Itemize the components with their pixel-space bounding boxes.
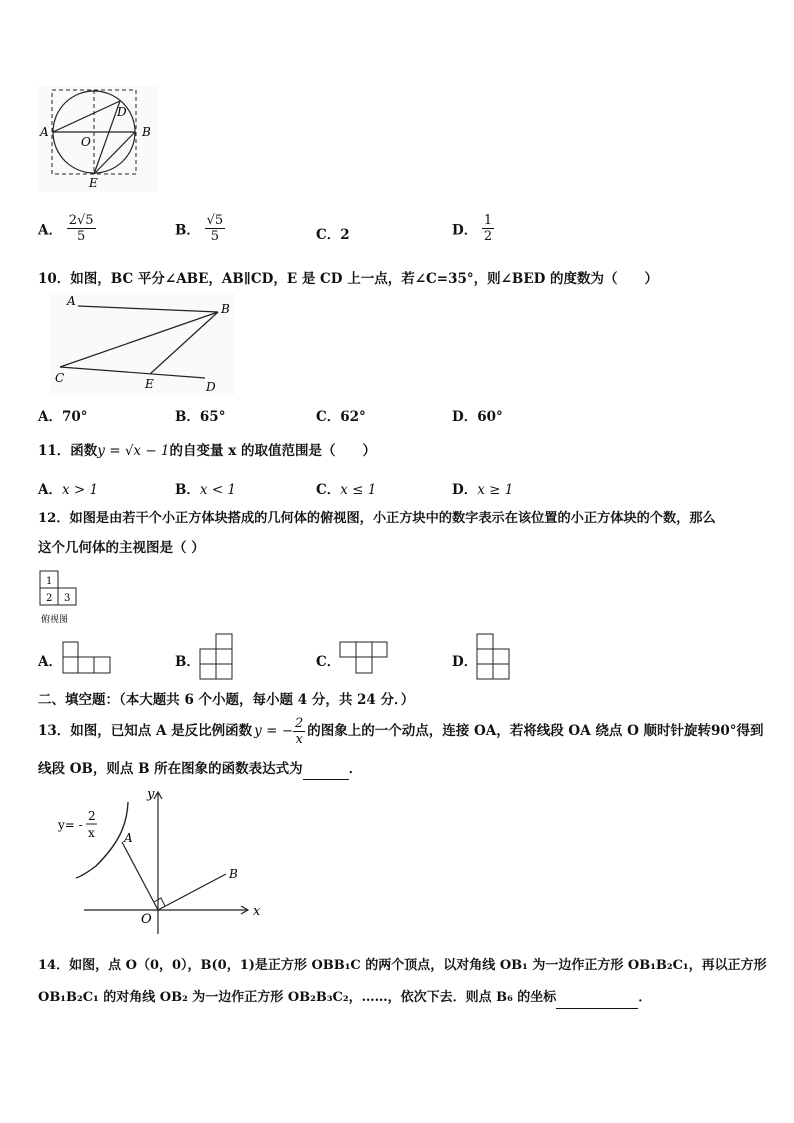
q9-figure — [38, 86, 158, 192]
q11-option-b: B．x < 1 — [175, 482, 237, 498]
q9-label-b: B — [142, 125, 151, 139]
q12-option-a-figure — [62, 641, 112, 675]
q13-label-a: A — [124, 831, 133, 845]
q10-label-b: B — [221, 302, 230, 316]
q12-option-b-figure — [199, 633, 235, 681]
q9-label-e: E — [89, 176, 98, 190]
q11-option-d: D．x ≥ 1 — [452, 482, 514, 498]
q12-question-line2: 这个几何体的主视图是（ ） — [38, 540, 205, 556]
q12-cell-3: 3 — [64, 593, 71, 604]
q9-label-d: D — [117, 105, 127, 119]
q9-label-o: O — [81, 135, 91, 149]
q12-option-d-figure — [476, 633, 512, 681]
q11-option-c: C．x ≤ 1 — [316, 482, 377, 498]
section-fill-in-heading: 二、填空题：（本大题共 6 个小题，每小题 4 分，共 24 分．） — [38, 692, 415, 708]
q14-answer-blank[interactable] — [556, 988, 638, 1009]
q12-option-a: A． — [38, 654, 62, 670]
q10-question: 10．如图，BC 平分∠ABE，AB∥CD，E 是 CD 上一点，若∠C=35°，则∠BED 的度数为（ ） — [38, 271, 659, 287]
q13-question-line1: 13．如图，已知点 A 是反比例函数 y = − $\frac{2}{x}$ 的图象上的一个动点，连接 OA，若将线段 OA 绕点 O 顺时针旋转90°得到 — [38, 715, 764, 747]
q12-option-b: B． — [175, 654, 200, 670]
q12-option-c-figure — [339, 641, 389, 675]
q10-label-c: C — [55, 371, 65, 385]
q11-function: y = √x − 1 — [97, 443, 170, 459]
q12-caption: 俯视图 — [41, 615, 69, 625]
q13-curve-label-den: x — [88, 826, 95, 840]
q10-label-a: A — [67, 294, 76, 308]
q10-option-a: A．70° — [38, 409, 88, 425]
q10-option-c: C．62° — [316, 409, 366, 425]
q13-answer-blank[interactable] — [303, 759, 349, 780]
q14-question-line1: 14．如图，点 O（0，0），B(0，1)是正方形 OBB₁C 的两个顶点，以对角线 OB₁ 为一边作正方形 OB₁B₂C₁，再以正方形 — [38, 958, 767, 973]
q12-question-line1: 12．如图是由若干个小正方体块搭成的几何体的俯视图，小正方块中的数字表示在该位置的小正方体块的个数，那么 — [38, 511, 716, 526]
q10-figure — [50, 293, 235, 395]
q9-label-a: A — [40, 125, 49, 139]
q11-question: 11．函数y = √x − 1的自变量 x 的取值范围是（ ） — [38, 443, 376, 459]
q13-figure — [52, 786, 267, 938]
q9-option-a: A． $\frac{2√5}{5}$ — [38, 213, 94, 244]
q13-label-o: O — [141, 912, 152, 927]
q13-question-line2: 线段 OB，则点 B 所在图象的函数表达式为 ． — [38, 759, 362, 780]
q11-option-a: A．x > 1 — [38, 482, 99, 498]
q9-option-b: B． $\frac{√5}{5}$ — [175, 213, 224, 244]
q12-cell-1: 1 — [46, 576, 53, 587]
q12-option-c: C． — [316, 654, 341, 670]
q12-option-d: D． — [452, 654, 478, 670]
q13-curve-label: y= - — [58, 818, 83, 832]
q10-option-b: B．65° — [175, 409, 226, 425]
q14-question-line2: OB₁B₂C₁ 的对角线 OB₂ 为一边作正方形 OB₂B₃C₂，……，依次下去．则点 B₆ 的坐标 ． — [38, 988, 651, 1009]
q12-top-view — [38, 570, 84, 626]
q9-option-d: D． $\frac{1}{2}$ — [452, 213, 493, 244]
q10-label-e: E — [145, 377, 154, 391]
q10-label-d: D — [206, 380, 216, 394]
q13-label-x: x — [253, 904, 261, 919]
q12-cell-2: 2 — [46, 593, 53, 604]
q13-label-y: y — [147, 787, 155, 802]
q9-option-c: C．2 — [316, 227, 350, 243]
q10-option-d: D．60° — [452, 409, 503, 425]
q13-curve-label-num: 2 — [88, 809, 96, 823]
q13-label-b: B — [229, 867, 238, 881]
